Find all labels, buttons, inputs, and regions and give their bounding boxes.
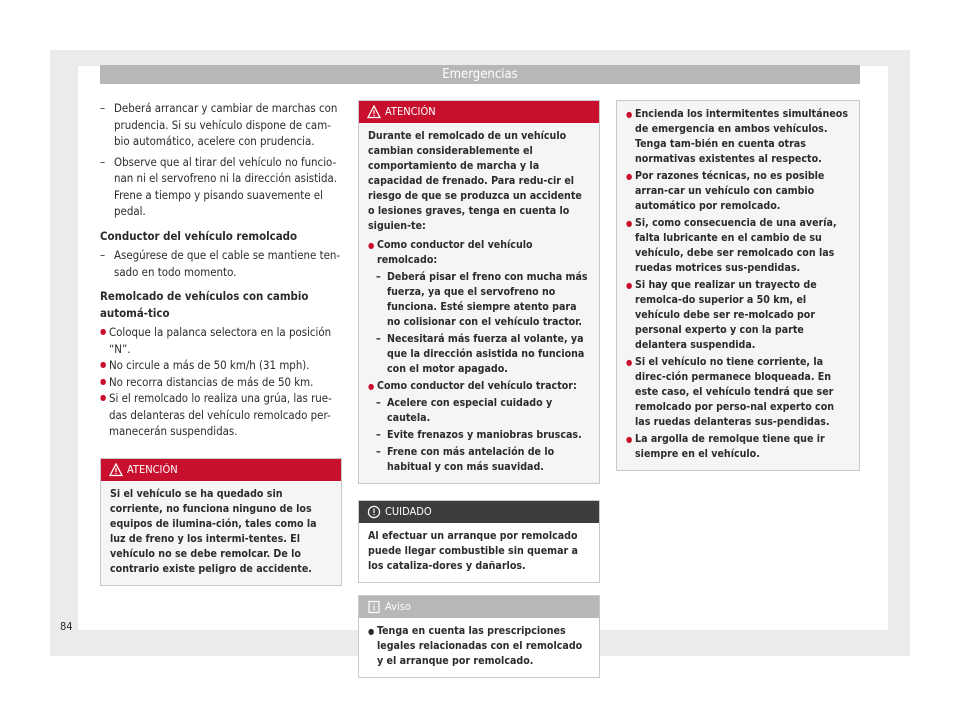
section-header: Emergencias <box>100 65 860 84</box>
list-item: ● Como conductor del vehículo remolcado: <box>368 238 590 268</box>
warning-title: ATENCIÓN <box>385 105 436 118</box>
list-item: ● Si hay que realizar un trayecto de remolca-do superior a 50 km, el vehículo debe ser re-molcado por personal experto y con la parte delantera suspendida. <box>626 278 850 353</box>
list-item: – Necesitará más fuerza al volante, ya que la dirección asistida no funciona con el motor apagado. <box>368 332 590 377</box>
column-3 <box>616 100 860 471</box>
subheading: Conductor del vehículo remolcado <box>100 228 298 243</box>
caution-box <box>358 500 600 583</box>
warning-triangle-icon <box>109 463 123 477</box>
note-title: Aviso <box>385 600 411 613</box>
warning-body <box>359 123 599 483</box>
list-item: ● Por razones técnicas, no es posible arran-car un vehículo con cambio automático por remolcado. <box>626 169 850 214</box>
list-item: ● Si, como consecuencia de una avería, falta lubricante en el cambio de su vehículo, debe ser remolcado con las ruedas motrices sus-pendidas. <box>626 216 850 276</box>
column-2 <box>358 100 600 678</box>
column-1 <box>100 100 342 586</box>
list-item: ● Coloque la palanca selectora en la posición “N”. <box>100 324 342 357</box>
info-note-icon <box>367 600 381 614</box>
list-item: – Observe que al tirar del vehículo no funcio-nan ni el servofreno ni la dirección asistida. Frene a tiempo y pisando suavemente el pedal. <box>100 154 342 220</box>
list-item: – Evite frenazos y maniobras bruscas. <box>368 428 590 443</box>
list-item: ● Si el remolcado lo realiza una grúa, las rue-das delanteras del vehículo remolcado per-manecerán suspendidas. <box>100 390 342 440</box>
list-item: ● No circule a más de 50 km/h (31 mph). <box>100 357 342 374</box>
page-number: 84 <box>60 620 73 633</box>
note-box-header <box>359 596 599 618</box>
note-body <box>359 618 599 677</box>
list-item: ● Encienda los intermitentes simultáneos de emergencia en ambos vehículos. Tenga tam-bién en cuenta otras normativas existentes al respecto. <box>626 107 850 167</box>
list-item: – Acelere con especial cuidado y cautela. <box>368 396 590 426</box>
warning-box-header <box>359 101 599 123</box>
warning-triangle-icon <box>367 105 381 119</box>
list-item: ● No recorra distancias de más de 50 km. <box>100 374 342 391</box>
warning-intro: Durante el remolcado de un vehículo cambian considerablemente el comportamiento de marcha y la capacidad de frenado. Para redu-cir el riesgo de que se produzca un accidente o lesiones graves, tenga en cuenta lo siguien-te: <box>368 130 582 232</box>
list-item: ● Si el vehículo no tiene corriente, la direc-ción permanece bloqueada. En este caso, el vehículo tendrá que ser remolcado por perso-nal experto con las ruedas delanteras sus-pendidas. <box>626 355 850 430</box>
note-box <box>358 595 600 678</box>
info-circle-icon <box>367 505 381 519</box>
list-item: – Asegúrese de que el cable se mantiene ten-sado en todo momento. <box>100 247 342 280</box>
caution-text: Al efectuar un arranque por remolcado puede llegar combustible sin quemar a los cataliza-dores y dañarlos. <box>359 523 599 582</box>
caution-title: CUIDADO <box>385 505 432 518</box>
list-item: ● Como conductor del vehículo tractor: <box>368 379 590 394</box>
list-item: – Deberá arrancar y cambiar de marchas con prudencia. Si su vehículo dispone de cam-bio automático, acelere con prudencia. <box>100 100 342 150</box>
subheading: Remolcado de vehículos con cambio automá-tico <box>100 289 309 320</box>
list-item: ● Tenga en cuenta las prescripciones legales relacionadas con el remolcado y el arranque por remolcado. <box>368 624 590 669</box>
list-item: – Frene con más antelación de lo habitual y con más suavidad. <box>368 445 590 475</box>
continued-warning-box <box>616 100 860 471</box>
continued-warning-body <box>617 101 859 470</box>
warning-box <box>358 100 600 484</box>
caution-box-header <box>359 501 599 523</box>
warning-box-header <box>101 459 341 481</box>
list-item: – Deberá pisar el freno con mucha más fuerza, ya que el servofreno no funciona. Esté siempre atento para no colisionar con el vehículo tractor. <box>368 270 590 330</box>
warning-title: ATENCIÓN <box>127 462 178 476</box>
warning-text: Si el vehículo se ha quedado sin corriente, no funciona ninguno de los equipos de ilumina-ción, tales como la luz de freno y los intermi-tentes. El vehículo no se debe remolcar. De lo contrario existe peligro de accidente. <box>101 481 341 585</box>
list-item: ● La argolla de remolque tiene que ir siempre en el vehículo. <box>626 432 850 462</box>
warning-box <box>100 458 342 586</box>
